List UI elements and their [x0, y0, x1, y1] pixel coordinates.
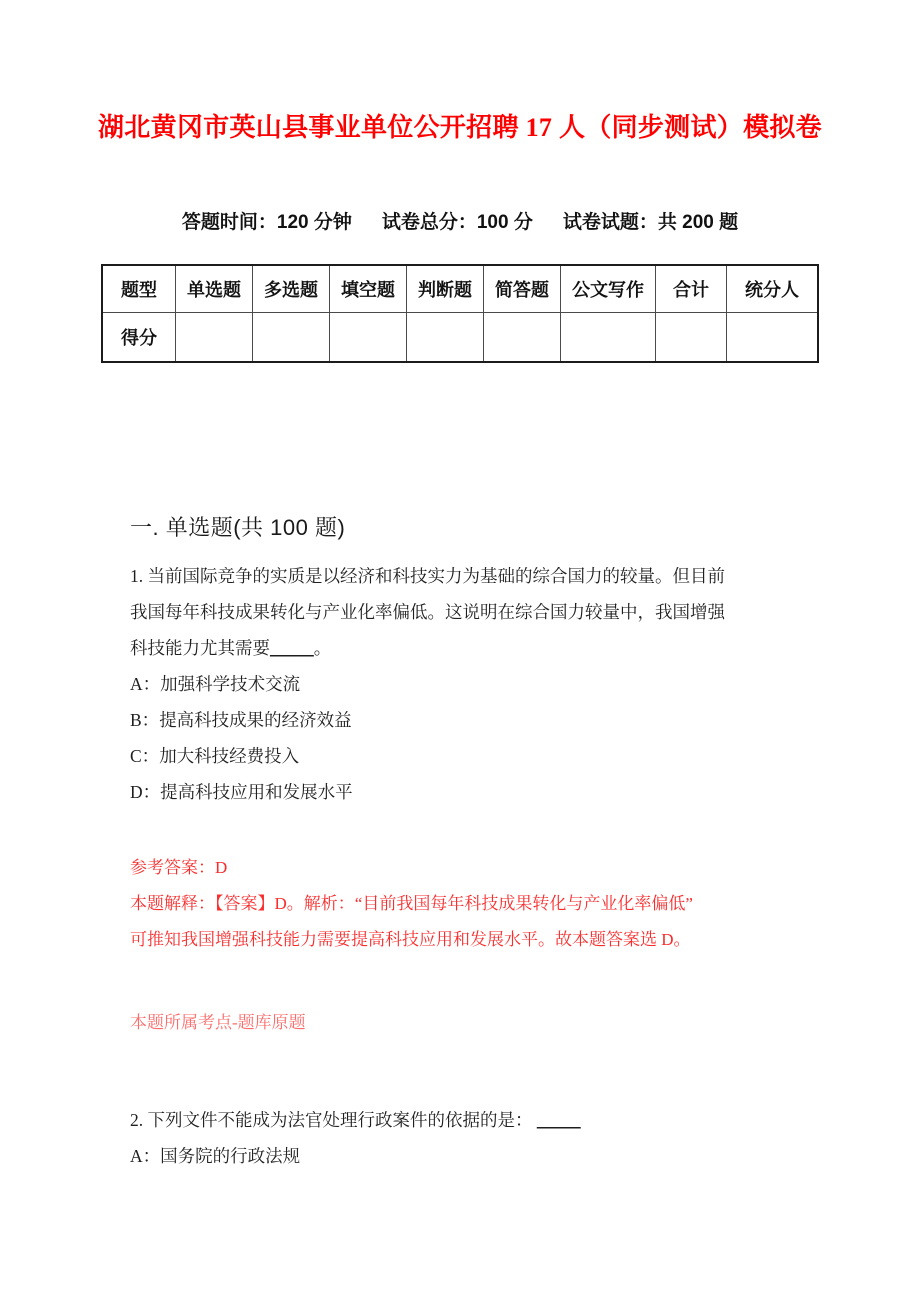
question-1-option-c[interactable] — [130, 738, 802, 774]
question-1 — [130, 558, 802, 1040]
question-1-stem-line-1: 1. 当前国际竞争的实质是以经济和科技实力为基础的综合国力的较量。但目前 — [130, 565, 725, 586]
question-2-option-a[interactable] — [130, 1138, 802, 1174]
table-cell-score-multi-choice[interactable] — [253, 312, 330, 362]
table-cell-score-single-choice[interactable] — [176, 312, 253, 362]
table-header-fill-blank: 填空题 — [330, 265, 407, 313]
table-cell-score-total[interactable] — [656, 312, 727, 362]
question-1-option-b[interactable] — [130, 702, 802, 738]
table-row-scores — [102, 312, 818, 362]
table-header-category: 题型 — [102, 265, 176, 313]
table-header-official-writing: 公文写作 — [561, 265, 656, 313]
question-2-option-a-text: 国务院的行政法规 — [160, 1145, 301, 1166]
question-1-reference-answer: 参考答案：D — [130, 857, 228, 877]
question-2-option-a-key: A： — [130, 1145, 161, 1166]
table-header-scorer: 统分人 — [727, 265, 819, 313]
question-2-stem-prefix: 2. 下列文件不能成为法官处理行政案件的依据的是： — [130, 1109, 533, 1130]
table-header-short-answer: 简答题 — [484, 265, 561, 313]
table-cell-score-true-false[interactable] — [407, 312, 484, 362]
question-1-option-c-key: C： — [130, 745, 160, 766]
question-1-stem-line-3 — [130, 630, 802, 666]
question-1-option-b-key: B： — [130, 709, 160, 730]
question-1-option-a-key: A： — [130, 673, 161, 694]
question-1-stem-line-2: 我国每年科技成果转化与产业化率偏低。这说明在综合国力较量中，我国增强 — [130, 601, 725, 622]
question-1-option-d-key: D： — [130, 781, 161, 802]
exam-question-count-label: 试卷试题：共 200 题 — [562, 211, 739, 233]
exam-time-label: 答题时间：120 分钟 — [181, 211, 352, 233]
table-row-headers — [102, 265, 818, 313]
questions-container — [0, 542, 920, 1174]
question-1-option-a[interactable] — [130, 666, 802, 702]
question-2-answer-blank[interactable]: _____ — [536, 1109, 581, 1130]
question-1-answer-block — [130, 810, 802, 958]
question-1-stem-line-3-prefix: 科技能力尤其需要 — [130, 637, 270, 658]
exam-meta-line — [0, 145, 920, 234]
question-2-stem — [130, 1102, 802, 1138]
question-1-option-d-text: 提高科技应用和发展水平 — [160, 781, 353, 802]
question-1-option-c-text: 加大科技经费投入 — [159, 745, 300, 766]
table-header-total: 合计 — [656, 265, 727, 313]
question-1-option-a-text: 加强科学技术交流 — [160, 673, 301, 694]
question-1-option-d[interactable] — [130, 774, 802, 810]
score-table-container — [0, 234, 920, 363]
question-1-answer-blank[interactable]: _____ — [270, 637, 314, 658]
score-table — [101, 264, 819, 363]
exam-total-score-label: 试卷总分：100 分 — [381, 211, 533, 233]
section-heading-single-choice: 一. 单选题(共 100 题) — [130, 514, 346, 540]
question-1-stem-line-3-suffix: 。 — [313, 637, 332, 658]
table-cell-score-label: 得分 — [102, 312, 176, 362]
question-2 — [130, 1040, 802, 1174]
table-header-multi-choice: 多选题 — [253, 265, 330, 313]
table-header-single-choice: 单选题 — [176, 265, 253, 313]
table-header-true-false: 判断题 — [407, 265, 484, 313]
question-1-explanation-line-2: 可推知我国增强科技能力需要提高科技应用和发展水平。故本题答案选 D。 — [130, 929, 691, 949]
table-cell-score-scorer[interactable] — [727, 312, 819, 362]
table-cell-score-official-writing[interactable] — [561, 312, 656, 362]
page-title: 湖北黄冈市英山县事业单位公开招聘 17 人（同步测试）模拟卷 — [97, 113, 822, 142]
question-1-option-b-text: 提高科技成果的经济效益 — [159, 709, 352, 730]
table-cell-score-fill-blank[interactable] — [330, 312, 407, 362]
table-cell-score-short-answer[interactable] — [484, 312, 561, 362]
question-1-knowledge-point: 本题所属考点-题库原题 — [130, 1012, 306, 1032]
question-1-explanation-line-1: 本题解释：【答案】D。解析：“目前我国每年科技成果转化与产业化率偏低” — [130, 893, 693, 913]
